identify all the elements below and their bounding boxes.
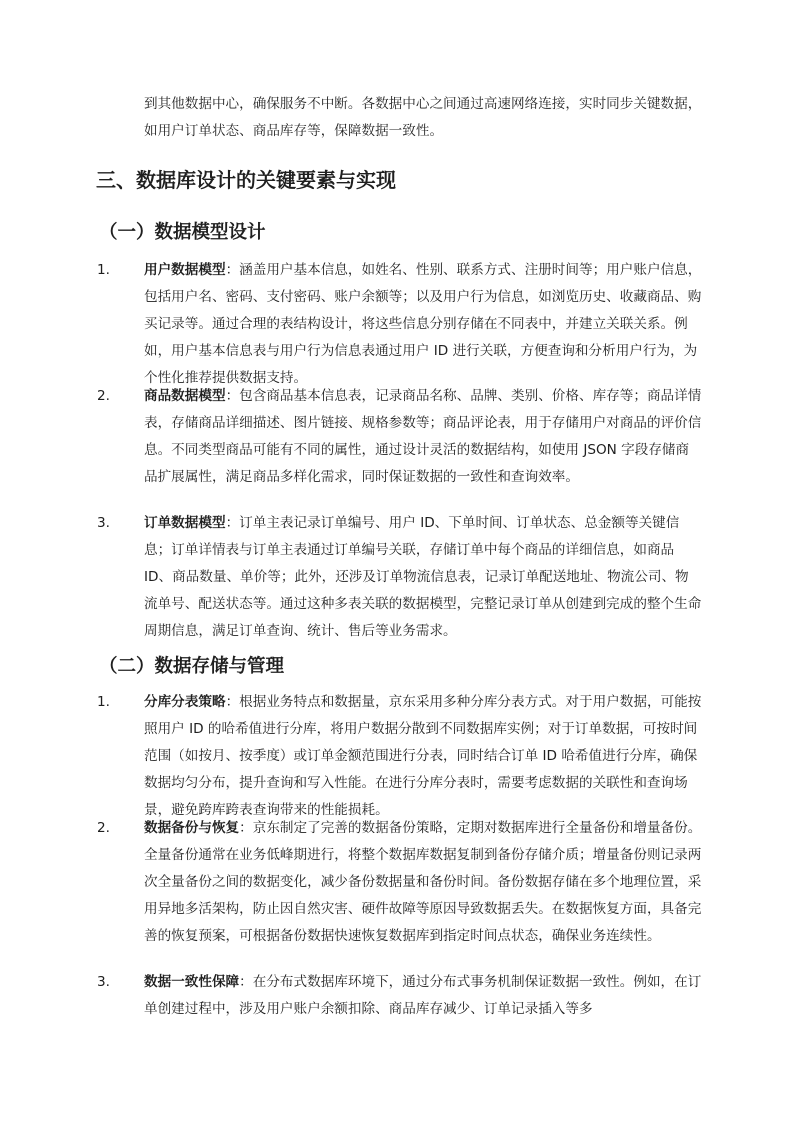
list-number: 3. [97,974,110,990]
list-item-text: ：涵盖用户基本信息，如姓名、性别、联系方式、注册时间等；用户账户信息，包括用户名、密码、支付密码、账户余额等；以及用户行为信息，如浏览历史、收藏商品、购买记录等。通过合理的表结构设计，将这些信息分别存储在不同表中，并建立关联关系。例如，用户基本信息表与用户行为信息表通过用户 ID 进行关联，方便查询和分析用户行为，为个性化推荐提供数据支持。 [144,262,702,386]
list-number: 1. [97,262,110,278]
list-item-lead: 数据备份与恢复 [144,820,240,836]
list-number: 3. [97,515,110,531]
list-number: 2. [97,820,110,836]
list-item-text: ：京东制定了完善的数据备份策略，定期对数据库进行全量备份和增量备份。全量备份通常在业务低峰期进行，将整个数据库数据复制到备份存储介质；增量备份则记录两次全量备份之间的数据变化，减少备份数据量和备份时间。备份数据存储在多个地理位置，采用异地多活架构，防止因自然灾害、硬件故障等原因导致数据丢失。在数据恢复方面，具备完善的恢复预案，可根据备份数据快速恢复数据库到指定时间点状态，确保业务连续性。 [144,820,702,944]
list-number: 1. [97,694,110,710]
list-item-body [144,510,702,645]
list-item-lead: 商品数据模型 [144,388,226,404]
subsection-heading-storage: （二）数据存储与管理 [99,656,285,677]
list-item-text: ：根据业务特点和数据量，京东采用多种分库分表方式。对于用户数据，可能按照用户 ID 的哈希值进行分库，将用户数据分散到不同数据库实例；对于订单数据，可按时间范围（如按月、按季度）或订单金额范围进行分表，同时结合订单 ID 哈希值进行分库，确保数据均匀分布，提升查询和写入性能。在进行分库分表时，需要考虑数据的关联性和查询场景，避免跨库跨表查询带来的性能损耗。 [144,694,702,818]
list-item-text: ：在分布式数据库环境下，通过分布式事务机制保证数据一致性。例如，在订单创建过程中，涉及用户账户余额扣除、商品库存减少、订单记录插入等多 [144,974,702,1017]
section-heading: 三、数据库设计的关键要素与实现 [96,168,396,192]
list-item-body [144,969,702,1023]
list-item-lead: 数据一致性保障 [144,974,240,990]
list-item-body [144,815,702,950]
list-item-lead: 用户数据模型 [144,262,226,278]
list-item-lead: 订单数据模型 [144,515,226,531]
list-item-body [144,257,702,392]
intro-paragraph: 到其他数据中心，确保服务不中断。各数据中心之间通过高速网络连接，实时同步关键数据，如用户订单状态、商品库存等，保障数据一致性。 [144,96,702,139]
list-item-body [144,689,702,824]
list-item-text: ：订单主表记录订单编号、用户 ID、下单时间、订单状态、总金额等关键信息；订单详情表与订单主表通过订单编号关联，存储订单中每个商品的详细信息，如商品 ID、商品数量、单价等；此外，还涉及订单物流信息表，记录订单配送地址、物流公司、物流单号、配送状态等。通过这种多表关联的数据模型，完整记录订单从创建到完成的整个生命周期信息，满足订单查询、统计、售后等业务需求。 [144,515,702,639]
list-item-lead: 分库分表策略 [144,694,226,710]
list-item-text: ：包含商品基本信息表，记录商品名称、品牌、类别、价格、库存等；商品详情表，存储商品详细描述、图片链接、规格参数等；商品评论表，用于存储用户对商品的评价信息。不同类型商品可能有不同的属性，通过设计灵活的数据结构，如使用 JSON 字段存储商品扩展属性，满足商品多样化需求，同时保证数据的一致性和查询效率。 [144,388,702,485]
subsection-heading-data-model: （一）数据模型设计 [99,222,266,243]
list-number: 2. [97,388,110,404]
list-item-body [144,383,702,491]
